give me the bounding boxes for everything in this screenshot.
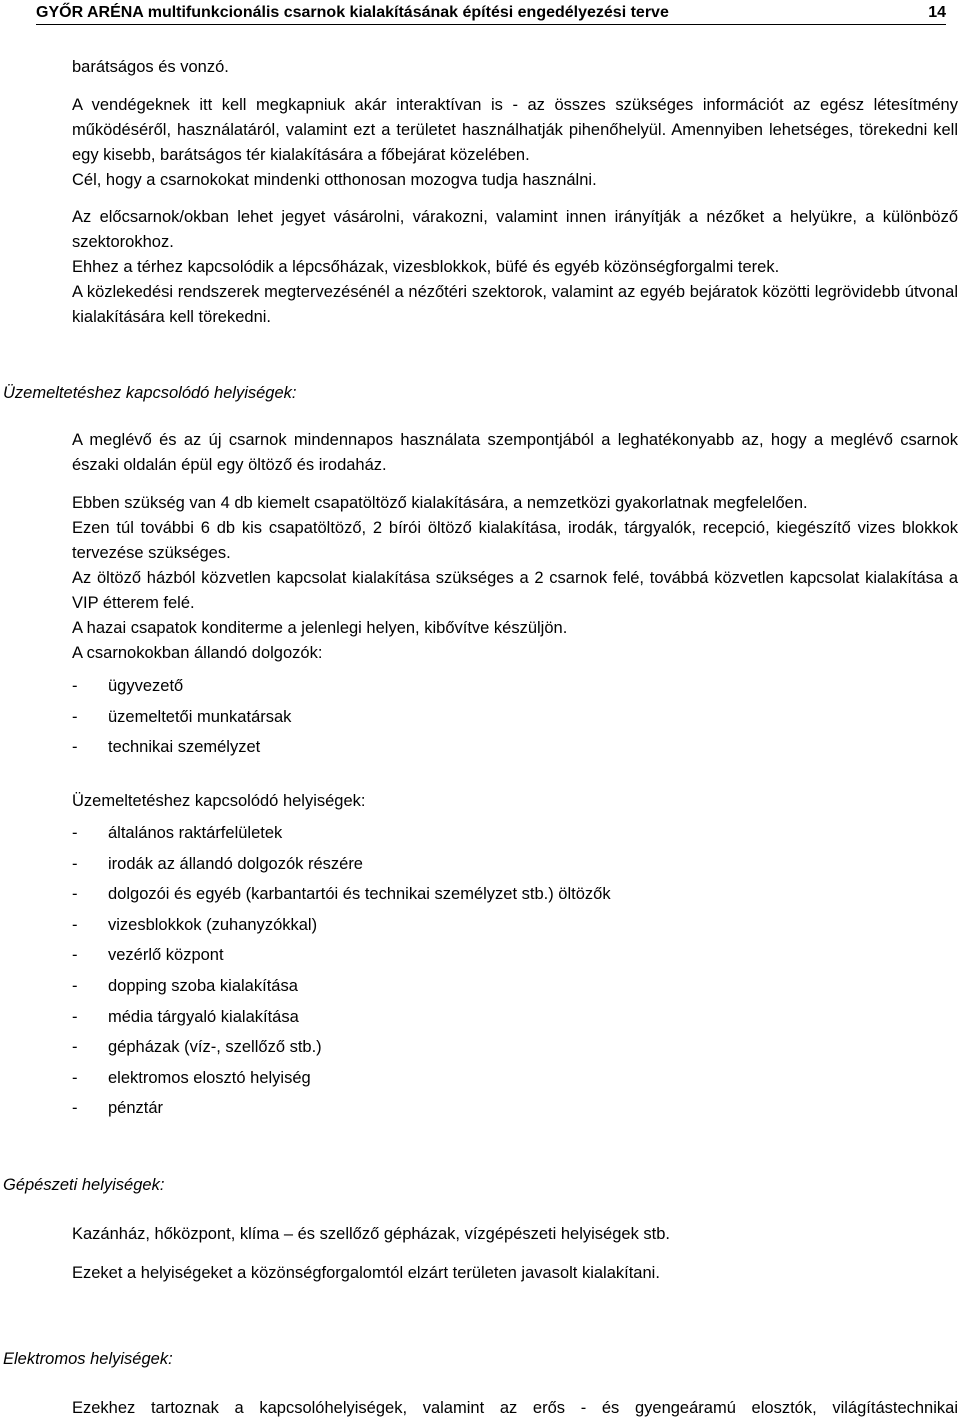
paragraph: A közlekedési rendszerek megtervezésénél a nézőtéri szektorok, valamint az egyéb bejáratok közötti legrövidebb útvonal kialakítására kell törekedni.	[72, 283, 958, 326]
list-item: - pénztár	[72, 1093, 611, 1124]
paragraph: A vendégeknek itt kell megkapniuk akár interaktívan is - az összes szükséges információt az egész létesítmény működéséről, használatáról, valamint ezt a területet használhatják pihenőhelyül. Amennyiben lehetséges, törekedni kell egy kisebb, barátságos tér kialakítására a főbejárat közelében.	[72, 96, 958, 164]
list-item: - ügyvezető	[72, 671, 291, 702]
staff-list	[72, 671, 291, 763]
list-item: - gépházak (víz-, szellőző stb.)	[72, 1032, 611, 1063]
lobby-paragraph-group	[72, 205, 958, 330]
paragraph: Üzemeltetéshez kapcsolódó helyiségek:	[72, 792, 366, 810]
list-item: - elektromos elosztó helyiség	[72, 1063, 611, 1094]
operations-paragraph-group	[72, 491, 958, 666]
rooms-list	[72, 818, 611, 1124]
intro-section	[72, 55, 958, 80]
paragraph: A hazai csapatok konditerme a jelenlegi helyen, kibővítve készüljön.	[72, 619, 568, 637]
paragraph: barátságos és vonzó.	[72, 58, 229, 76]
document-title: GYŐR ARÉNA multifunkcionális csarnok kialakításának építési engedélyezési terve	[36, 4, 669, 21]
list-item: - média tárgyaló kialakítása	[72, 1002, 611, 1033]
section-heading-operations: Üzemeltetéshez kapcsolódó helyiségek:	[3, 384, 297, 402]
intro-paragraph-group	[72, 93, 958, 193]
paragraph: Ehhez a térhez kapcsolódik a lépcsőházak, vizesblokkok, büfé és egyéb közönségforgalmi terek.	[72, 258, 780, 276]
list-item: - dopping szoba kialakítása	[72, 971, 611, 1002]
paragraph: Ezen túl további 6 db kis csapatöltöző, 2 bírói öltöző kialakítása, irodák, tárgyalók, recepció, kiegészítő vizes blokkok tervezése szükséges.	[72, 519, 958, 562]
list-item: - vizesblokkok (zuhanyzókkal)	[72, 910, 611, 941]
paragraph: Az öltöző házból közvetlen kapcsolat kialakítása szükséges a 2 csarnok felé, továbbá közvetlen kapcsolat kialakítása a VIP étterem felé.	[72, 569, 958, 612]
paragraph: Kazánház, hőközpont, klíma – és szellőző gépházak, vízgépészeti helyiségek stb.	[72, 1225, 671, 1243]
paragraph: Cél, hogy a csarnokokat mindenki otthonosan mozogva tudja használni.	[72, 171, 597, 189]
paragraph: Ezekhez tartoznak a kapcsolóhelyiségek, valamint az erős - és gyengeáramú elosztók, világítástechnikai	[72, 1399, 958, 1417]
section-heading-mechanical: Gépészeti helyiségek:	[3, 1176, 165, 1194]
paragraph: A meglévő és az új csarnok mindennapos használata szempontjából a leghatékonyabb az, hogy a meglévő csarnok északi oldalán épül egy öltöző és irodaház.	[72, 431, 958, 474]
operations-paragraph	[72, 428, 958, 478]
paragraph: Ebben szükség van 4 db kiemelt csapatöltöző kialakítására, a nemzetközi gyakorlatnak megfelelően.	[72, 494, 808, 512]
list-item: - dolgozói és egyéb (karbantartói és technikai személyzet stb.) öltözők	[72, 879, 611, 910]
list-item: - általános raktárfelületek	[72, 818, 611, 849]
rooms-intro	[72, 789, 958, 814]
list-item: - technikai személyzet	[72, 732, 291, 763]
page-number: 14	[928, 4, 946, 21]
paragraph: A csarnokokban állandó dolgozók:	[72, 644, 323, 662]
paragraph: Az előcsarnok/okban lehet jegyet vásárolni, várakozni, valamint innen irányítják a nézőket a helyükre, a különböző szektorokhoz.	[72, 208, 958, 251]
list-item: - üzemeltetői munkatársak	[72, 702, 291, 733]
page-header	[36, 4, 946, 25]
electrical-paragraph	[72, 1396, 958, 1421]
list-item: - vezérlő központ	[72, 940, 611, 971]
mechanical-paragraph	[72, 1222, 958, 1247]
mechanical-paragraph	[72, 1261, 958, 1286]
list-item: - irodák az állandó dolgozók részére	[72, 849, 611, 880]
section-heading-electrical: Elektromos helyiségek:	[3, 1350, 173, 1368]
paragraph: Ezeket a helyiségeket a közönségforgalomtól elzárt területen javasolt kialakítani.	[72, 1264, 660, 1282]
